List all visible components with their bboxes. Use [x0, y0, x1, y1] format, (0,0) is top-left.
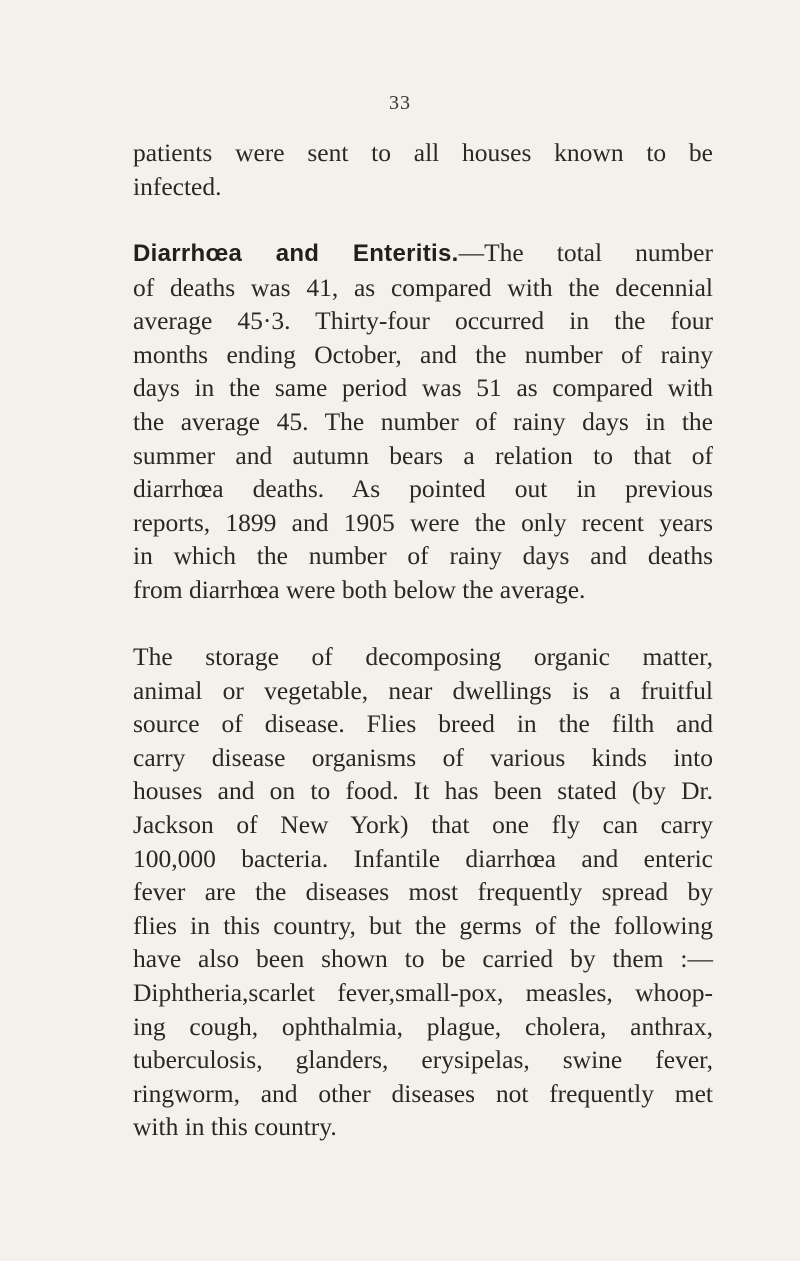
paragraph-continuation: [133, 136, 713, 203]
text-line: The storage of decomposing organic matter,: [133, 642, 713, 671]
text-line: the average 45. The number of rainy days in the: [133, 406, 713, 436]
text-line: animal or vegetable, near dwellings is a fruitful: [133, 675, 713, 705]
text-line: in which the number of rainy days and deaths: [133, 541, 713, 571]
text-line: patients were sent to all houses known to be: [133, 138, 713, 167]
text-line: houses and on to food. It has been stated (by Dr.: [133, 776, 713, 806]
text-line: ringworm, and other diseases not frequently met: [133, 1078, 713, 1108]
text-line: diarrhœa deaths. As pointed out in previous: [133, 474, 713, 504]
section-heading: Diarrhœa and Enteritis.: [133, 240, 459, 267]
text-line: have also been shown to be carried by them :—: [133, 944, 713, 974]
text-line: Diphtheria,scarlet fever,small-pox, measles, whoop-: [133, 977, 713, 1007]
text-line: source of disease. Flies breed in the filth and: [133, 709, 713, 739]
text-line: days in the same period was 51 as compared with: [133, 373, 713, 403]
text-line: reports, 1899 and 1905 were the only recent years: [133, 507, 713, 537]
text-line: average 45·3. Thirty-four occurred in the four: [133, 306, 713, 336]
text-line: ing cough, ophthalmia, plague, cholera, anthrax,: [133, 1011, 713, 1041]
text-line: months ending October, and the number of rainy: [133, 339, 713, 369]
text-line: tuberculosis, glanders, erysipelas, swine fever,: [133, 1045, 713, 1075]
text-line: of deaths was 41, as compared with the decennial: [133, 272, 713, 302]
text-line: summer and autumn bears a relation to that of: [133, 440, 713, 470]
text-line: Jackson of New York) that one fly can carry: [133, 809, 713, 839]
text-line: infected.: [133, 171, 222, 201]
text-line: with in this country.: [133, 1112, 337, 1142]
text-line: 100,000 bacteria. Infantile diarrhœa and enteric: [133, 843, 713, 873]
text-line-with-heading: [133, 236, 713, 271]
text-line: —The total number: [458, 238, 713, 267]
text-line: carry disease organisms of various kinds into: [133, 742, 713, 772]
page-number: 33: [389, 92, 411, 114]
paragraph-diarrhoea-enteritis: [133, 236, 713, 607]
text-line: flies in this country, but the germs of the following: [133, 910, 713, 940]
text-line: from diarrhœa were both below the average.: [133, 574, 586, 604]
text-line: fever are the diseases most frequently spread by: [133, 877, 713, 907]
paragraph-flies: [133, 640, 713, 1144]
